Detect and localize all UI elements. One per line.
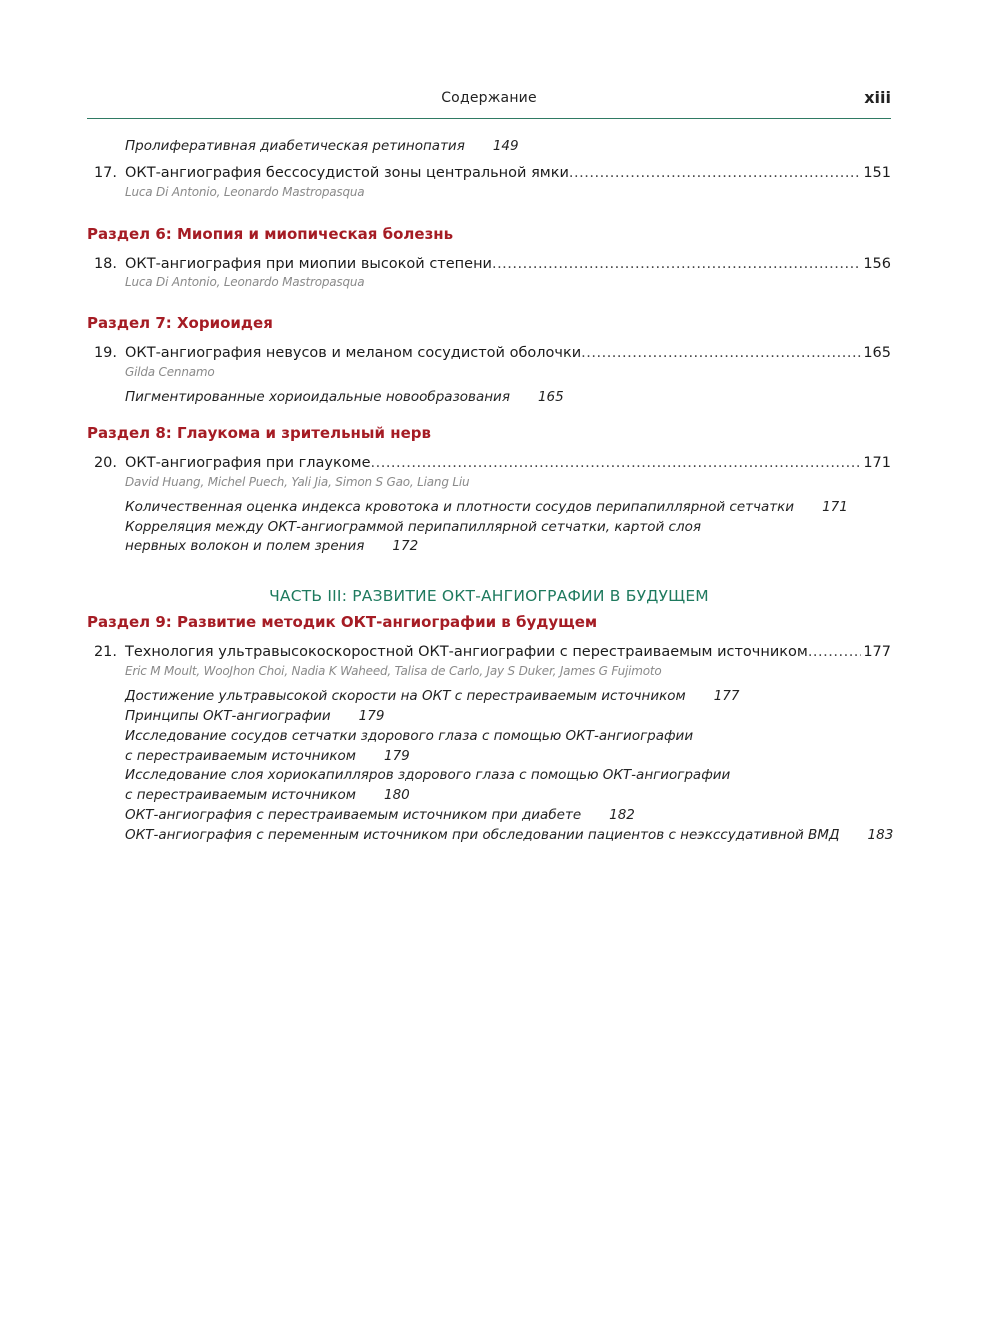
- subtopic-title: Пролиферативная диабетическая ретинопатия: [125, 138, 465, 154]
- page-number: xiii: [864, 88, 891, 107]
- subtopic-page: 177: [713, 688, 740, 704]
- subtopic-title-line: Исследование слоя хориокапилляров здорового глаза с помощью ОКТ-ангиографии: [125, 767, 731, 783]
- subtopic-page: 165: [537, 389, 564, 405]
- dot-leader: [492, 253, 861, 275]
- dot-leader: [371, 452, 862, 474]
- chapter-entry-18[interactable]: [87, 253, 891, 275]
- subtopic-title-line: Корреляция между ОКТ-ангиограммой перипапиллярной сетчатки, картой слоя: [125, 519, 701, 535]
- chapter-authors: Gilda Cennamo: [125, 365, 215, 379]
- header-title: Содержание: [441, 90, 537, 106]
- subtopic-page: 149: [492, 138, 519, 154]
- section-heading-6: Раздел 6: Миопия и миопическая болезнь: [87, 225, 454, 243]
- chapter-title: ОКТ-ангиография бессосудистой зоны центральной ямки: [125, 165, 569, 181]
- subtopic-entry: [125, 785, 410, 805]
- running-header: [87, 88, 891, 119]
- chapter-title: Технология ультравысокоскоростной ОКТ-ангиографии с перестраиваемым источником: [125, 644, 808, 660]
- subtopic-entry: [125, 825, 893, 845]
- subtopic-page: 180: [383, 787, 410, 803]
- subtopic-title: Достижение ультравысокой скорости на ОКТ с перестраиваемым источником: [125, 688, 686, 704]
- chapter-authors: Eric M Moult, WooJhon Choi, Nadia K Waheed, Talisa de Carlo, Jay S Duker, James G Fujimoto: [125, 664, 662, 678]
- subtopic-entry: [125, 746, 410, 766]
- subtopic-title-line: Исследование сосудов сетчатки здорового глаза с помощью ОКТ-ангиографии: [125, 728, 694, 744]
- dot-leader: [569, 162, 861, 184]
- subtopic-entry: [125, 536, 418, 556]
- chapter-number: 18.: [93, 256, 117, 272]
- chapter-page: 156: [863, 256, 891, 272]
- chapter-number: 17.: [93, 165, 117, 181]
- subtopic-title: ОКТ-ангиография с перестраиваемым источником при диабете: [125, 807, 582, 823]
- chapter-page: 165: [863, 345, 891, 361]
- subtopic-title-line: с перестраиваемым источником: [125, 787, 356, 803]
- chapter-entry-17[interactable]: [87, 162, 891, 184]
- chapter-authors: Luca Di Antonio, Leonardo Mastropasqua: [125, 275, 365, 289]
- chapter-authors: Luca Di Antonio, Leonardo Mastropasqua: [125, 185, 365, 199]
- section-heading-7: Раздел 7: Хориоидея: [87, 314, 273, 332]
- subtopic-page: 179: [358, 708, 385, 724]
- chapter-page: 177: [863, 644, 891, 660]
- subtopic-entry: [125, 387, 564, 407]
- chapter-entry-20[interactable]: [87, 452, 891, 474]
- chapter-number: 19.: [93, 345, 117, 361]
- subtopic-entry: [125, 805, 635, 825]
- dot-leader: [808, 641, 861, 663]
- subtopic-title-line: с перестраиваемым источником: [125, 748, 356, 764]
- subtopic-title: Пигментированные хориоидальные новообразования: [125, 389, 510, 405]
- chapter-title: ОКТ-ангиография при глаукоме: [125, 455, 371, 471]
- subtopic-entry: [125, 497, 848, 517]
- subtopic-title-line: нервных волокон и полем зрения: [125, 538, 365, 554]
- chapter-title: ОКТ-ангиография невусов и меланом сосудистой оболочки: [125, 345, 582, 361]
- subtopic-entry: [125, 136, 519, 156]
- subtopic-page: 171: [822, 499, 848, 515]
- subtopic-entry: [125, 686, 740, 706]
- subtopic-entry: [125, 706, 384, 726]
- subtopic-page: 172: [392, 538, 419, 554]
- section-heading-8: Раздел 8: Глаукома и зрительный нерв: [87, 424, 431, 442]
- chapter-entry-19[interactable]: [87, 342, 891, 364]
- section-heading-9: Раздел 9: Развитие методик ОКТ-ангиографии в будущем: [87, 613, 598, 631]
- chapter-page: 171: [863, 455, 891, 471]
- chapter-authors: David Huang, Michel Puech, Yali Jia, Simon S Gao, Liang Liu: [125, 475, 470, 489]
- chapter-page: 151: [863, 165, 891, 181]
- part-heading-3: ЧАСТЬ III: РАЗВИТИЕ ОКТ-АНГИОГРАФИИ В БУДУЩЕМ: [269, 587, 709, 605]
- subtopic-title: Принципы ОКТ-ангиографии: [125, 708, 331, 724]
- subtopic-page: 183: [867, 827, 894, 843]
- chapter-title: ОКТ-ангиография при миопии высокой степени: [125, 256, 492, 272]
- subtopic-title: Количественная оценка индекса кровотока и плотности сосудов перипапиллярной сетчатки: [125, 499, 795, 515]
- dot-leader: [581, 342, 861, 364]
- chapter-number: 21.: [93, 644, 117, 660]
- subtopic-title: ОКТ-ангиография с переменным источником при обследовании пациентов с неэкссудативной ВМД: [125, 827, 840, 843]
- subtopic-page: 179: [383, 748, 410, 764]
- chapter-entry-21[interactable]: [87, 641, 891, 663]
- subtopic-page: 182: [609, 807, 635, 823]
- chapter-number: 20.: [93, 455, 117, 471]
